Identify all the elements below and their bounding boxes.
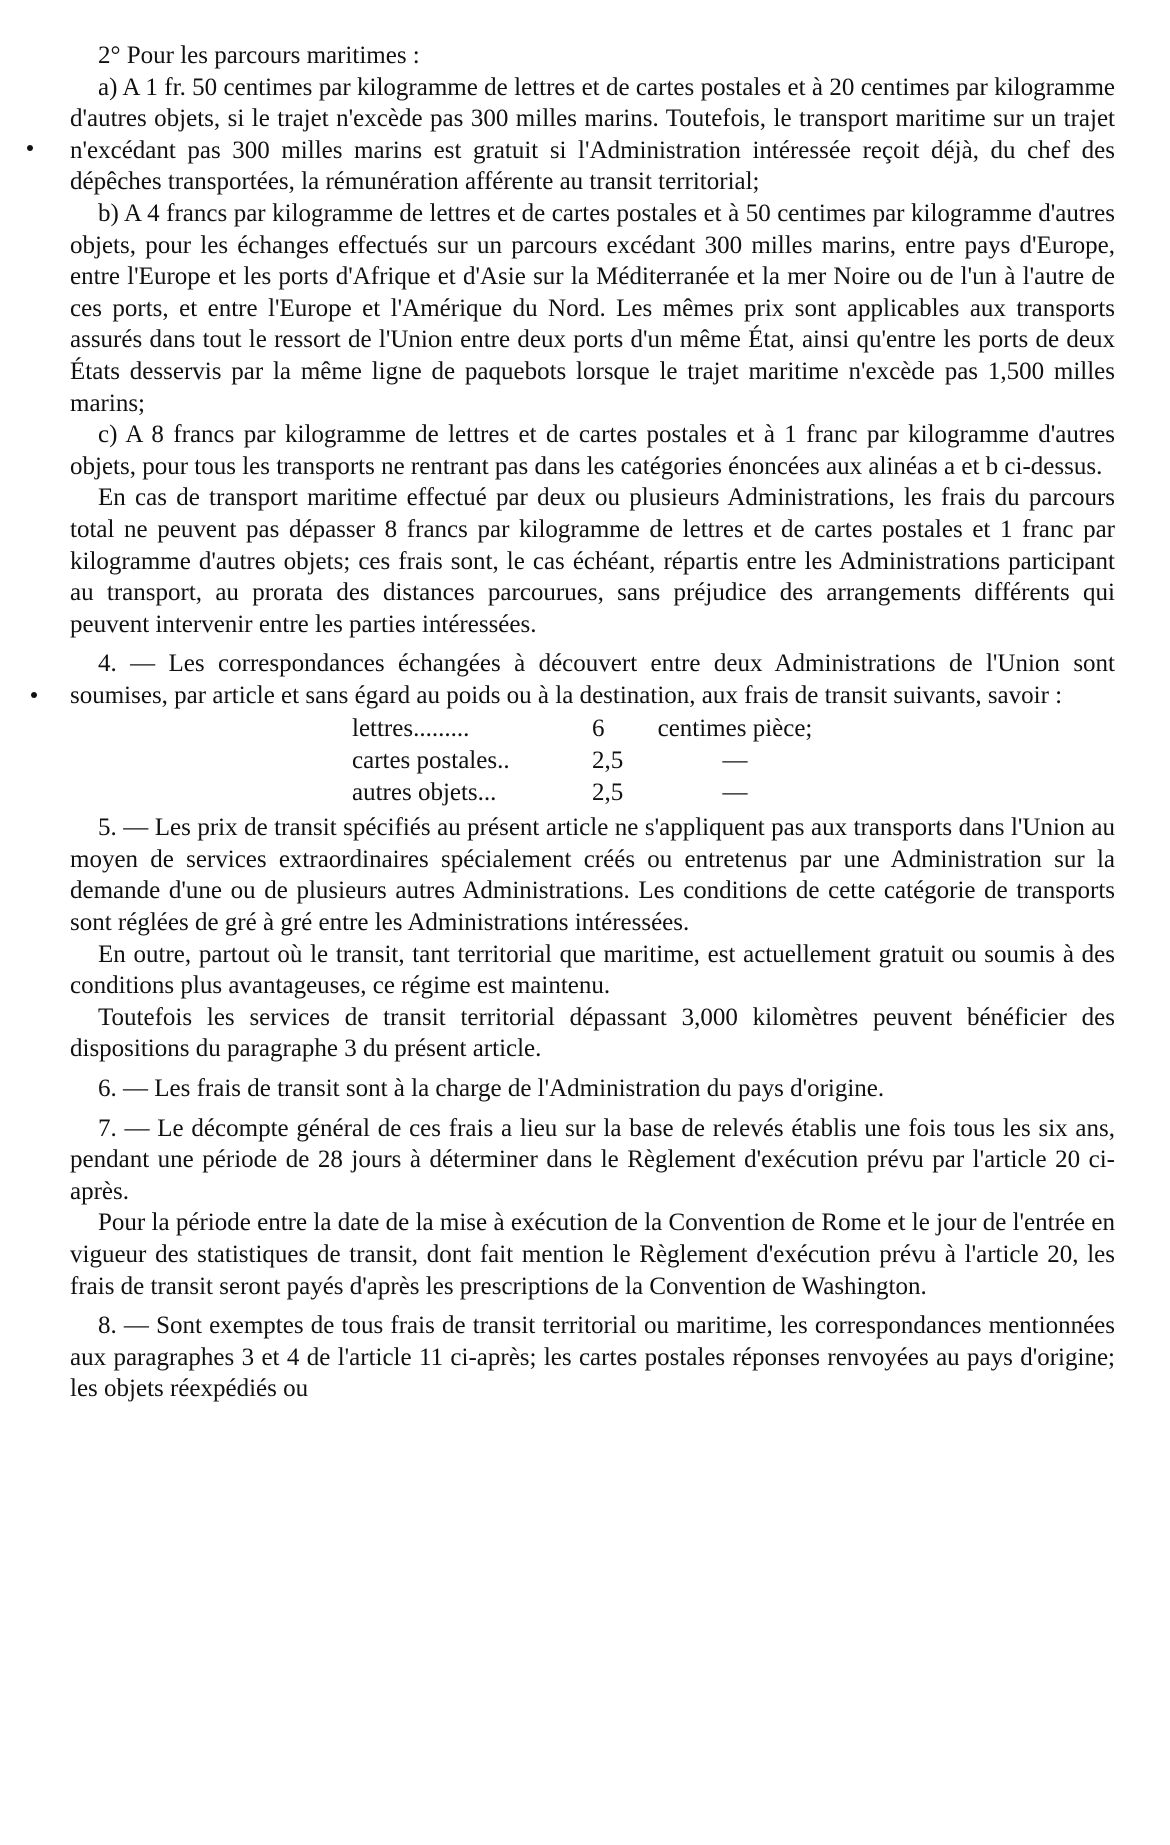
rate-row-cartes-postales (352, 745, 830, 777)
rate-value: 2,5 (592, 778, 624, 806)
paragraph-article-5: 5. — Les prix de transit spécifiés au présent article ne s'appliquent pas aux transports dans l'Union au moyen de services extraordinaires spécialement créés ou entretenus par une Administration sur la demande d'une ou de plusieurs autres Administrations. Les conditions de cette catégorie de transports sont réglées de gré à gré entre les Administrations intéressées. (70, 814, 1115, 937)
margin-dot (27, 145, 33, 151)
rate-row-autres-objets (352, 777, 830, 809)
paragraph-maritime-c: c) A 8 francs par kilogramme de lettres et de cartes postales et à 1 franc par kilogramme d'autres objets, pour tous les transports ne rentrant pas dans les catégories énoncées aux alinéas a et b ci-dessus. (70, 421, 1115, 480)
margin-dot (31, 692, 37, 698)
paragraph-regime-maintenu: En outre, partout où le transit, tant territorial que maritime, est actuellement gratuit ou soumis à des conditions plus avantageuses, ce régime est maintenu. (70, 940, 1115, 1000)
paragraph-article-6: 6. — Les frais de transit sont à la charge de l'Administration du pays d'origine. (98, 1075, 885, 1102)
rate-unit: — (722, 778, 748, 806)
rate-value: 6 (592, 715, 605, 743)
rate-label: lettres......... (352, 715, 470, 743)
paragraph-maritime-b: b) A 4 francs par kilogramme de lettres et de cartes postales et à 50 centimes par kilogramme d'autres objets, pour les échanges effectués sur un parcours excédant 300 milles marins, entre pays d'Europe, entre l'Europe et les ports d'Afrique et d'Asie sur la Méditerranée et la mer Noire ou de l'un à l'autre de ces ports, et entre l'Europe et l'Amérique du Nord. Les mêmes prix sont applicables aux transports assurés dans tout le ressort de l'Union entre deux ports d'un même État, ainsi qu'entre les ports de deux États desservis par la même ligne de paquebots lorsque le trajet maritime n'excède pas 1,500 milles marins; (70, 199, 1115, 417)
transit-rates-table (352, 713, 830, 808)
paragraph-transit-territorial: Toutefois les services de transit territorial dépassant 3,000 kilomètres peuvent bénéficier des dispositions du paragraphe 3 du présent article. (70, 1003, 1115, 1063)
paragraph-article-7: 7. — Le décompte général de ces frais a lieu sur la base de relevés établis une fois tous les six ans, pendant une période de 28 jours à déterminer dans le Règlement d'exécution prévu par l'article 20 ci-après. (70, 1114, 1115, 1205)
paragraph-article-4: 4. — Les correspondances échangées à découvert entre deux Administrations de l'Union sont soumises, par article et sans égard au poids ou à la destination, aux frais de transit suivants, savoir : (70, 650, 1115, 709)
paragraph-article-8: 8. — Sont exemptes de tous frais de transit territorial ou maritime, les correspondances mentionnées aux paragraphes 3 et 4 de l'article 11 ci-après; les cartes postales réponses renvoyées au pays d'origine; les objets réexpédiés ou (70, 1312, 1115, 1403)
rate-value: 2,5 (592, 747, 624, 775)
document-body (70, 40, 1115, 1405)
rate-unit: — (722, 747, 748, 775)
paragraph-periode-rome: Pour la période entre la date de la mise à exécution de la Convention de Rome et le jour de l'entrée en vigueur des statistiques de transit, dont fait mention le Règlement d'exécution prévu à l'article 20, les frais de transit seront payés d'après les prescriptions de la Convention de Washington. (70, 1209, 1115, 1300)
rate-unit: centimes pièce; (657, 715, 813, 743)
rate-label: cartes postales.. (352, 747, 510, 775)
paragraph-multiple-administrations: En cas de transport maritime effectué par deux ou plusieurs Administrations, les frais du parcours total ne peuvent pas dépasser 8 francs par kilogramme de lettres et de cartes postales et 1 franc par kilogramme d'autres objets; ces frais sont, le cas échéant, répartis entre les Administrations participant au transport, au prorata des distances parcourues, sans préjudice des arrangements différents qui peuvent intervenir entre les parties intéressées. (70, 484, 1115, 638)
rate-label: autres objets... (352, 778, 497, 806)
paragraph-maritime-heading: 2° Pour les parcours maritimes : (98, 42, 420, 69)
paragraph-maritime-a: a) A 1 fr. 50 centimes par kilogramme de lettres et de cartes postales et à 20 centimes par kilogramme d'autres objets, si le trajet n'excède pas 300 milles marins. Toutefois, le transport maritime sur un trajet n'excédant pas 300 milles marins est gratuit si l'Administration intéressée reçoit déjà, du chef des dépêches transportées, la rémunération afférente au transit territorial; (70, 73, 1115, 196)
rate-row-lettres (352, 713, 830, 745)
